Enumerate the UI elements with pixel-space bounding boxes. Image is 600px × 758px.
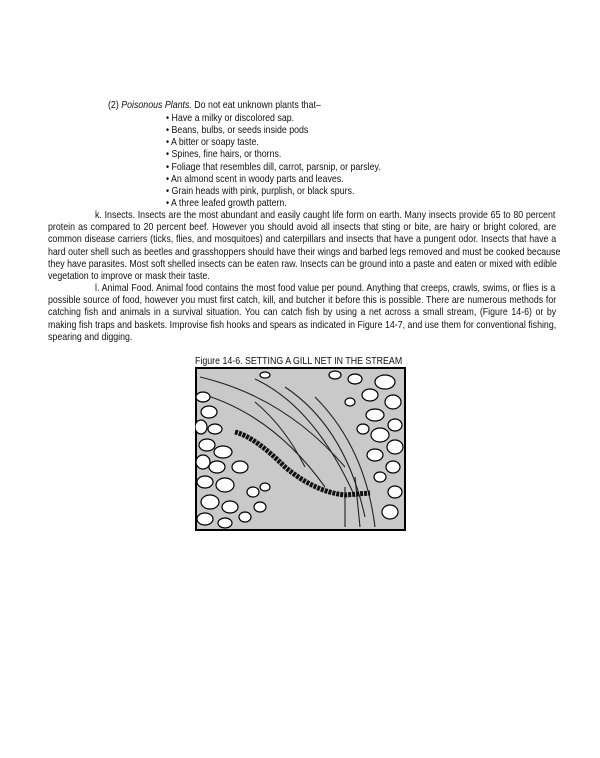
paragraph-line: k. Insects. Insects are the most abundant and easily caught life form on earth. Many insects provide 65 to 80 percent	[95, 209, 556, 221]
list-item: • Grain heads with pink, purplish, or black spurs.	[166, 185, 355, 197]
section-number: (2)	[108, 99, 119, 111]
list-item: • An almond scent in woody parts and leaves.	[166, 173, 344, 185]
paragraph-line: catching fish and animals in a survival situation. You can catch fish by using a net across a small stream, (Figure 14-6) or by	[48, 306, 557, 318]
paragraph-line: making fish traps and baskets. Improvise fish hooks and spears as indicated in Figure 14-7, and use them for conventional fishing,	[48, 319, 557, 331]
paragraph-line: spearing and digging.	[48, 331, 133, 343]
paragraph-line: hard outer shell such as beetles and grasshoppers should have their wings and barbed legs removed and must be cooked because	[48, 246, 561, 258]
figure-caption: Figure 14-6. SETTING A GILL NET IN THE STREAM	[195, 355, 403, 367]
paragraph-line: vegetation to improve or mask their taste.	[48, 270, 210, 282]
section-title: Poisonous Plants.	[121, 99, 192, 111]
paragraph-line: they have parasites. Most soft shelled insects can be eaten raw. Insects can be ground into a paste and eaten or mixed with edible	[48, 258, 557, 270]
paragraph-line: protein as compared to 20 percent beef. However you should avoid all insects that sting or bite, are hairy or bright colored, are	[48, 221, 557, 233]
list-item: • Spines, fine hairs, or thorns.	[166, 148, 282, 160]
paragraph-line: l. Animal Food. Animal food contains the most food value per pound. Anything that creeps, crawls, swims, or flies is a	[95, 282, 556, 294]
list-item: • Foliage that resembles dill, carrot, parsnip, or parsley.	[166, 161, 381, 173]
section-intro: Do not eat unknown plants that–	[194, 99, 321, 111]
list-item: • A bitter or soapy taste.	[166, 136, 259, 148]
gill-net-illustration	[195, 367, 406, 531]
list-item: • Have a milky or discolored sap.	[166, 112, 295, 124]
list-item: • A three leafed growth pattern.	[166, 197, 287, 209]
paragraph-line: common disease carriers (ticks, flies, and mosquitoes) and caterpillars and insects that have a pungent odor. Insects that have a	[48, 233, 557, 245]
list-item: • Beans, bulbs, or seeds inside pods	[166, 124, 309, 136]
poisonous-plants-heading	[108, 99, 321, 111]
paragraph-line: possible source of food, however you must first catch, kill, and butcher it before this is possible. There are numerous methods for	[48, 294, 557, 306]
